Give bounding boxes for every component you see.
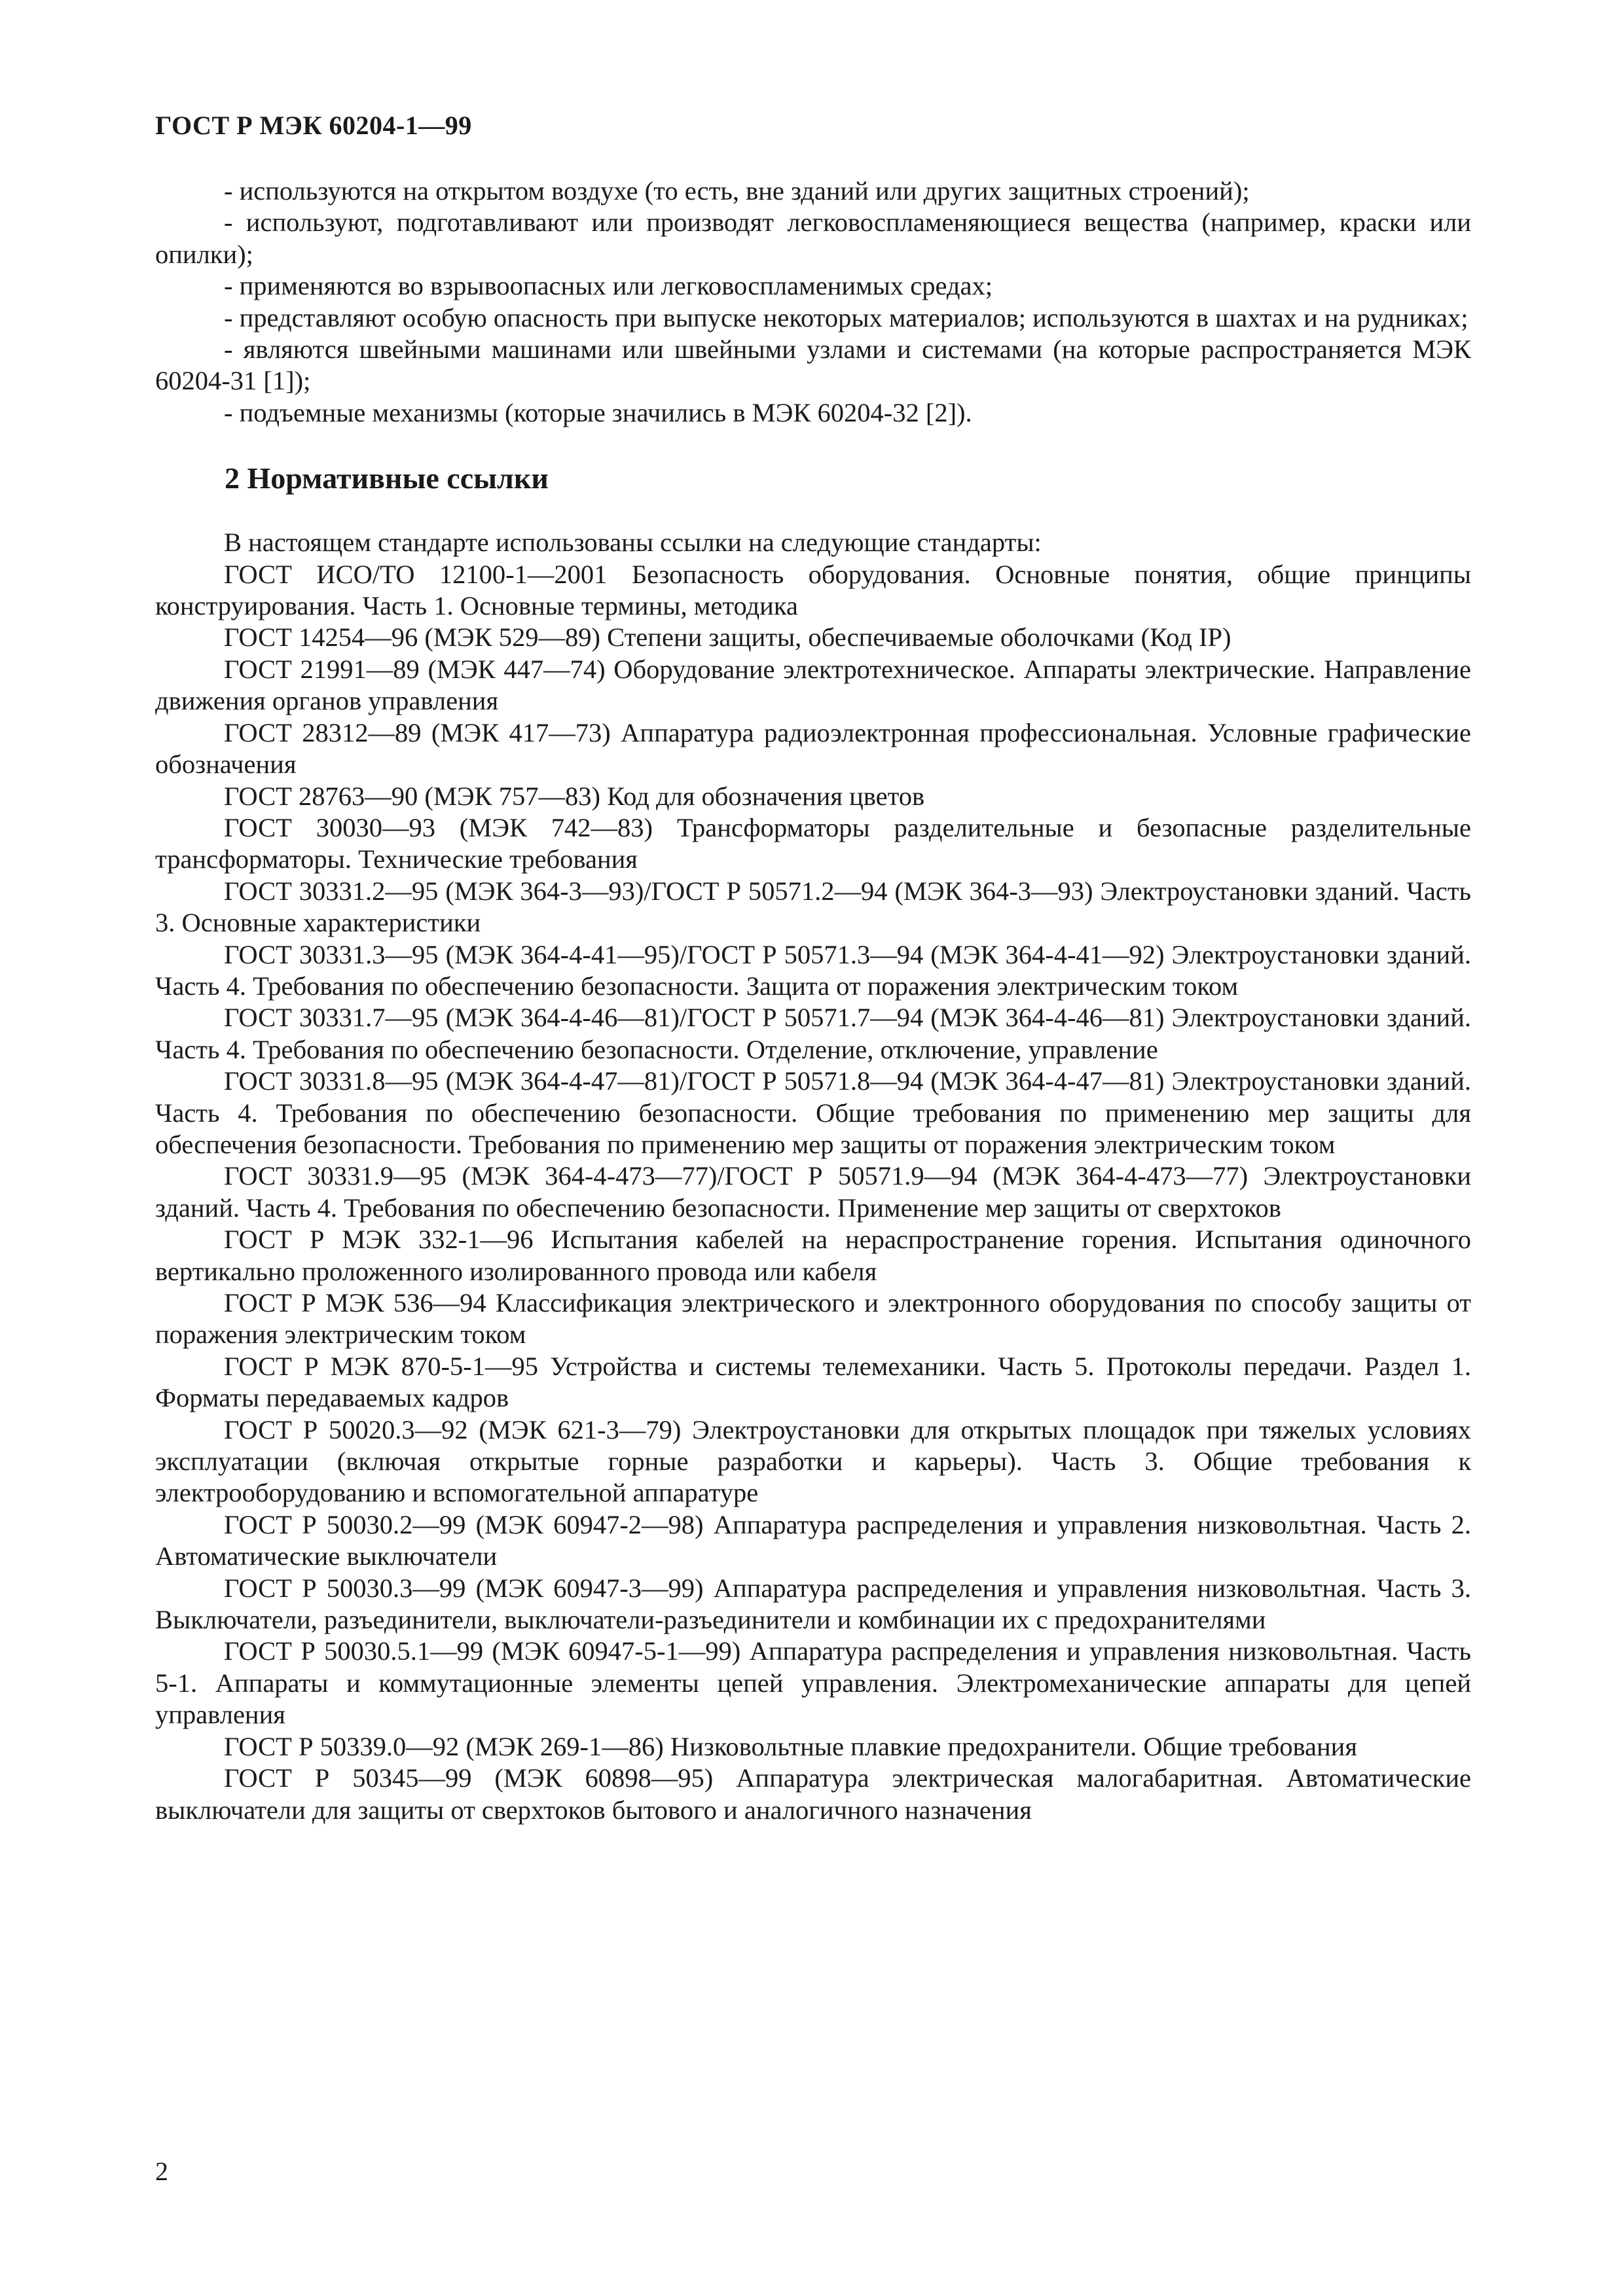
- list-item: - представляют особую опасность при выпуске некоторых материалов; используются в шахтах и на рудниках;: [224, 302, 1468, 332]
- reference-item: ГОСТ Р 50345—99 (МЭК 60898—95) Аппаратура электрическая малогабаритная. Автоматические выключатели для защиты от сверхтоков бытового и аналогичного назначения: [155, 1763, 1471, 1825]
- reference-item: ГОСТ Р 50339.0—92 (МЭК 269-1—86) Низковольтные плавкие предохранители. Общие требования: [224, 1731, 1357, 1761]
- list-item: - подъемные механизмы (которые значились в МЭК 60204-32 [2]).: [224, 397, 972, 427]
- reference-item: ГОСТ Р 50020.3—92 (МЭК 621-3—79) Электроустановки для открытых площадок при тяжелых условиях эксплуатации (включая открытые горные разработки и карьеры). Часть 3. Общие требования к электрооборудованию и вспомогательной аппаратуре: [155, 1414, 1471, 1508]
- reference-item: ГОСТ 30331.2—95 (МЭК 364-3—93)/ГОСТ Р 50571.2—94 (МЭК 364-3—93) Электроустановки зданий. Часть 3. Основные характеристики: [155, 876, 1471, 938]
- reference-item: ГОСТ Р МЭК 536—94 Классификация электрического и электронного оборудования по способу защиты от поражения электрическим током: [155, 1288, 1471, 1350]
- page-content: [155, 175, 1471, 1826]
- references-list: [155, 559, 1471, 1826]
- reference-item: ГОСТ Р 50030.3—99 (МЭК 60947-3—99) Аппаратура распределения и управления низковольтная. Часть 3. Выключатели, разъединители, выключатели-разъединители и комбинации их с предохранителями: [155, 1573, 1471, 1635]
- reference-item: ГОСТ 28763—90 (МЭК 757—83) Код для обозначения цветов: [224, 781, 925, 811]
- reference-item: ГОСТ Р МЭК 332-1—96 Испытания кабелей на нераспространение горения. Испытания одиночного вертикально проложенного изолированного провода или кабеля: [155, 1225, 1471, 1286]
- reference-item: ГОСТ 30331.3—95 (МЭК 364-4-41—95)/ГОСТ Р 50571.3—94 (МЭК 364-4-41—92) Электроустановки зданий. Часть 4. Требования по обеспечению безопасности. Защита от поражения электрическим током: [155, 939, 1471, 1001]
- reference-item: ГОСТ Р 50030.2—99 (МЭК 60947-2—98) Аппаратура распределения и управления низковольтная. Часть 2. Автоматические выключатели: [155, 1509, 1471, 1571]
- section-heading-normative-references: 2 Нормативные ссылки: [225, 461, 549, 495]
- reference-item: ГОСТ 14254—96 (МЭК 529—89) Степени защиты, обеспечиваемые оболочками (Код IP): [224, 622, 1231, 653]
- reference-item: ГОСТ 30331.8—95 (МЭК 364-4-47—81)/ГОСТ Р 50571.8—94 (МЭК 364-4-47—81) Электроустановки зданий. Часть 4. Требования по обеспечению безопасности. Общие требования по применению мер защиты для обеспечения безопасности. Требования по применению мер защиты от поражения электрическим током: [155, 1066, 1471, 1159]
- list-item: - являются швейными машинами или швейными узлами и системами (на которые распространяется МЭК 60204-31 [1]);: [155, 334, 1471, 396]
- reference-item: ГОСТ 30030—93 (МЭК 742—83) Трансформаторы разделительные и безопасные разделительные трансформаторы. Технические требования: [155, 812, 1471, 874]
- reference-item: ГОСТ Р 50030.5.1—99 (МЭК 60947-5-1—99) Аппаратура распределения и управления низковольтная. Часть 5-1. Аппараты и коммутационные элементы цепей управления. Электромеханические аппараты для цепей управления: [155, 1636, 1471, 1730]
- list-item: - используются на открытом воздухе (то есть, вне зданий или других защитных строений);: [224, 176, 1250, 206]
- section-intro: В настоящем стандарте использованы ссылки на следующие стандарты:: [224, 528, 1042, 558]
- list-item: - применяются во взрывоопасных или легковоспламенимых средах;: [224, 271, 993, 301]
- reference-item: ГОСТ ИСО/ТО 12100-1—2001 Безопасность оборудования. Основные понятия, общие принципы конструирования. Часть 1. Основные термины, методика: [155, 559, 1471, 621]
- scope-exclusions-list: [155, 175, 1471, 429]
- reference-item: ГОСТ 28312—89 (МЭК 417—73) Аппаратура радиоэлектронная профессиональная. Условные графические обозначения: [155, 717, 1471, 780]
- reference-item: ГОСТ 30331.7—95 (МЭК 364-4-46—81)/ГОСТ Р 50571.7—94 (МЭК 364-4-46—81) Электроустановки зданий. Часть 4. Требования по обеспечению безопасности. Отделение, отключение, управление: [155, 1003, 1471, 1064]
- list-item: - используют, подготавливают или производят легковоспламеняющиеся вещества (например, краски или опилки);: [155, 207, 1471, 269]
- page-number: 2: [155, 2157, 168, 2186]
- reference-item: ГОСТ 21991—89 (МЭК 447—74) Оборудование электротехническое. Аппараты электрические. Направление движения органов управления: [155, 654, 1471, 716]
- reference-item: ГОСТ 30331.9—95 (МЭК 364-4-473—77)/ГОСТ Р 50571.9—94 (МЭК 364-4-473—77) Электроустановки зданий. Часть 4. Требования по обеспечению безопасности. Применение мер защиты от сверхтоков: [155, 1161, 1471, 1223]
- reference-item: ГОСТ Р МЭК 870-5-1—95 Устройства и системы телемеханики. Часть 5. Протоколы передачи. Раздел 1. Форматы передаваемых кадров: [155, 1351, 1471, 1413]
- running-header-document-code: ГОСТ Р МЭК 60204-1—99: [155, 111, 472, 140]
